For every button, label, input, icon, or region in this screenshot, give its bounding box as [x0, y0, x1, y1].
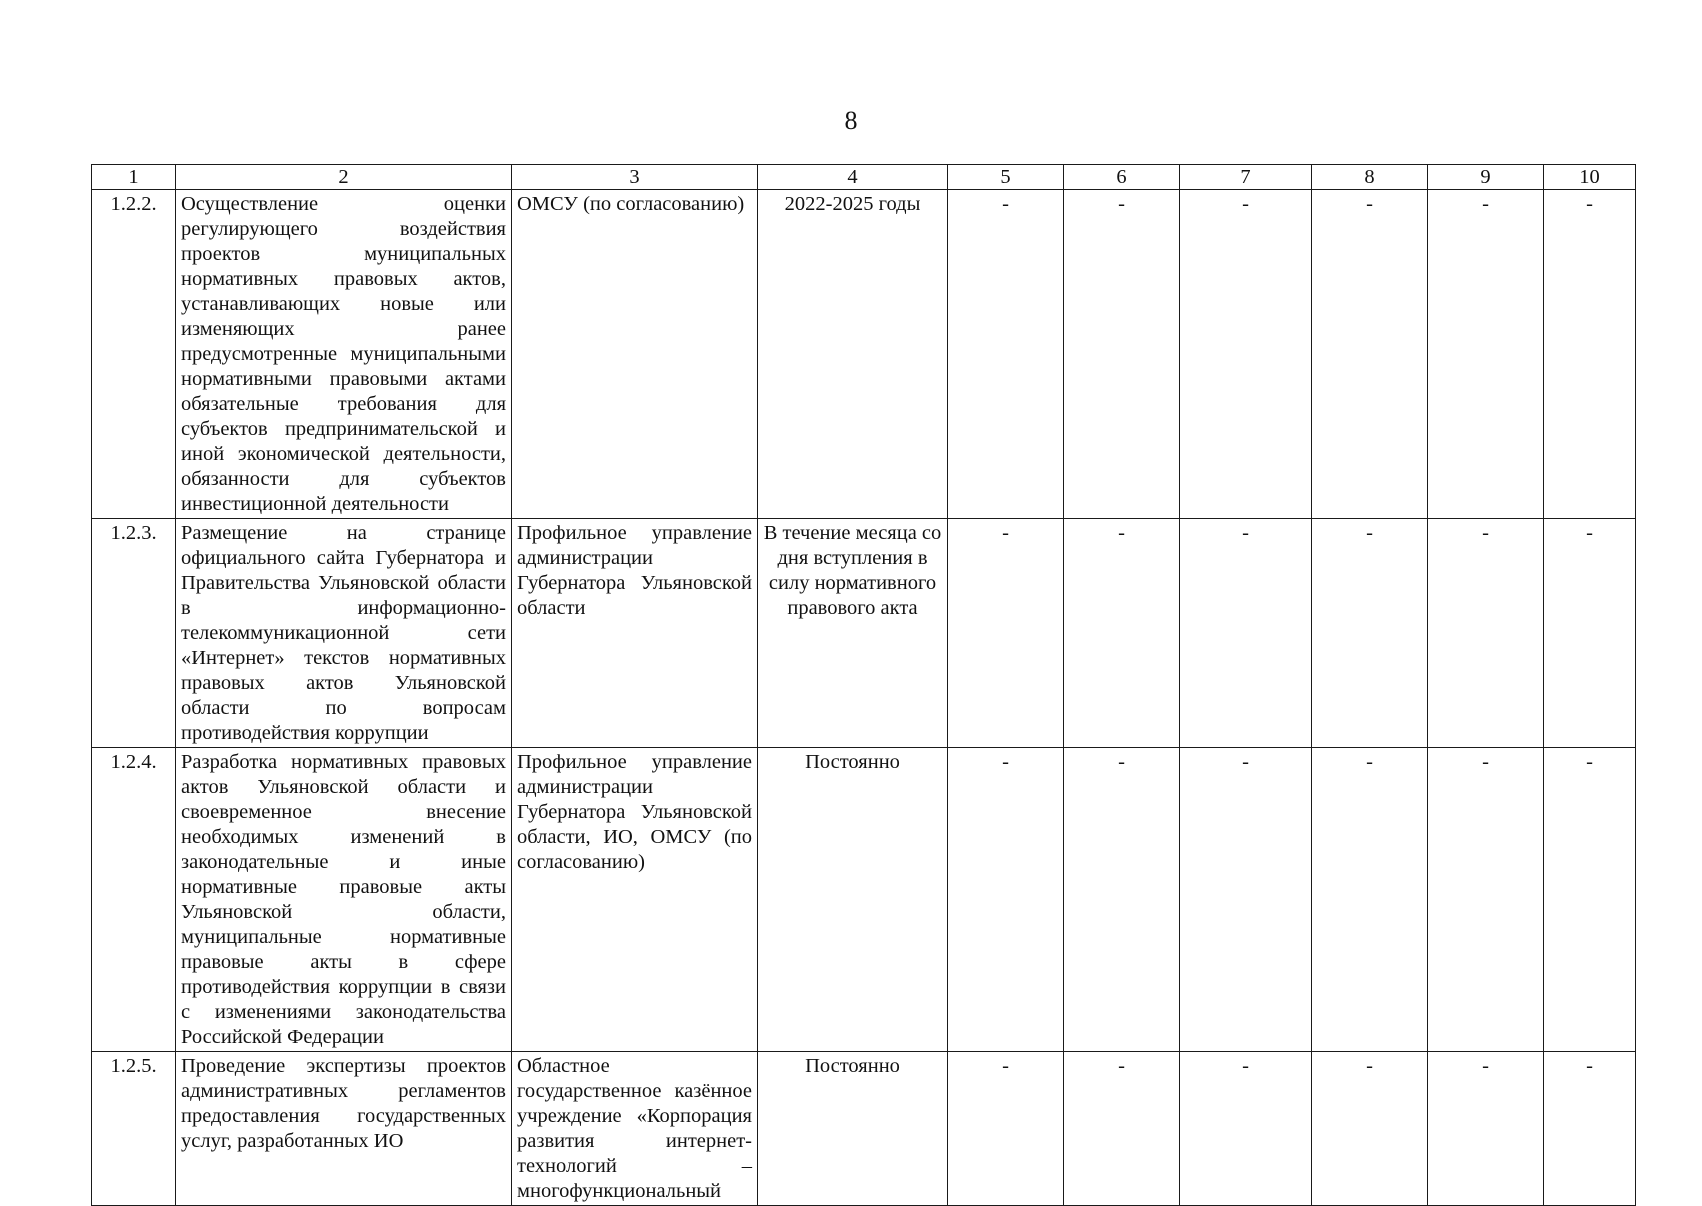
header-cell: 1 — [92, 165, 176, 190]
item-executor: Профильное управление администрации Губернатора Ульяновской области, ИО, ОМСУ (по согласованию) — [512, 748, 758, 1052]
item-col10: - — [1544, 190, 1636, 519]
item-number: 1.2.2. — [92, 190, 176, 519]
item-col9: - — [1428, 190, 1544, 519]
header-cell: 4 — [758, 165, 948, 190]
item-term: 2022-2025 годы — [758, 190, 948, 519]
header-cell: 5 — [948, 165, 1064, 190]
item-col10: - — [1544, 1052, 1636, 1206]
header-cell: 6 — [1064, 165, 1180, 190]
item-col9: - — [1428, 519, 1544, 748]
item-col5: - — [948, 519, 1064, 748]
item-col6: - — [1064, 1052, 1180, 1206]
table-row — [92, 748, 1636, 1052]
item-col9: - — [1428, 748, 1544, 1052]
table-row — [92, 1052, 1636, 1206]
item-col8: - — [1312, 190, 1428, 519]
header-cell: 8 — [1312, 165, 1428, 190]
table-row — [92, 190, 1636, 519]
item-executor: Профильное управление администрации Губернатора Ульяновской области — [512, 519, 758, 748]
item-term: Постоянно — [758, 748, 948, 1052]
item-col10: - — [1544, 748, 1636, 1052]
item-col7: - — [1180, 519, 1312, 748]
item-col6: - — [1064, 519, 1180, 748]
item-col6: - — [1064, 190, 1180, 519]
item-col7: - — [1180, 190, 1312, 519]
item-col8: - — [1312, 748, 1428, 1052]
header-cell: 9 — [1428, 165, 1544, 190]
item-col5: - — [948, 190, 1064, 519]
header-cell: 10 — [1544, 165, 1636, 190]
item-number: 1.2.4. — [92, 748, 176, 1052]
page-number: 8 — [844, 106, 858, 135]
item-col9: - — [1428, 1052, 1544, 1206]
header-row — [92, 165, 1636, 190]
header-cell: 2 — [176, 165, 512, 190]
item-description: Размещение на странице официального сайта Губернатора и Правительства Ульяновской области в информационно-телекоммуникационной сети «Интернет» текстов нормативных правовых актов Ульяновской области по вопросам противодействия коррупции — [176, 519, 512, 748]
item-col7: - — [1180, 1052, 1312, 1206]
item-number: 1.2.3. — [92, 519, 176, 748]
item-term: В течение месяца со дня вступления в силу нормативного правового акта — [758, 519, 948, 748]
item-description: Проведение экспертизы проектов административных регламентов предоставления государственных услуг, разработанных ИО — [176, 1052, 512, 1206]
header-cell: 7 — [1180, 165, 1312, 190]
item-number: 1.2.5. — [92, 1052, 176, 1206]
item-col7: - — [1180, 748, 1312, 1052]
item-col10: - — [1544, 519, 1636, 748]
plan-table — [91, 164, 1636, 1206]
item-description: Разработка нормативных правовых актов Ульяновской области и своевременное внесение необходимых изменений в законодательные и иные нормативные правовые акты Ульяновской области, муниципальные нормативные правовые акты в сфере противодействия коррупции в связи с изменениями законодательства Российской Федерации — [176, 748, 512, 1052]
table-row — [92, 519, 1636, 748]
item-col8: - — [1312, 519, 1428, 748]
item-col8: - — [1312, 1052, 1428, 1206]
item-executor: Областное государственное казённое учреждение «Корпорация развития интернет-технологий – многофункциональный — [512, 1052, 758, 1206]
item-description: Осуществление оценки регулирующего воздействия проектов муниципальных нормативных правовых актов, устанавливающих новые или изменяющих ранее предусмотренные муниципальными нормативными правовыми актами обязательные требования для субъектов предпринимательской и иной экономической деятельности, обязанности для субъектов инвестиционной деятельности — [176, 190, 512, 519]
item-col5: - — [948, 748, 1064, 1052]
item-term: Постоянно — [758, 1052, 948, 1206]
header-cell: 3 — [512, 165, 758, 190]
item-col5: - — [948, 1052, 1064, 1206]
item-col6: - — [1064, 748, 1180, 1052]
item-executor: ОМСУ (по согласованию) — [512, 190, 758, 519]
